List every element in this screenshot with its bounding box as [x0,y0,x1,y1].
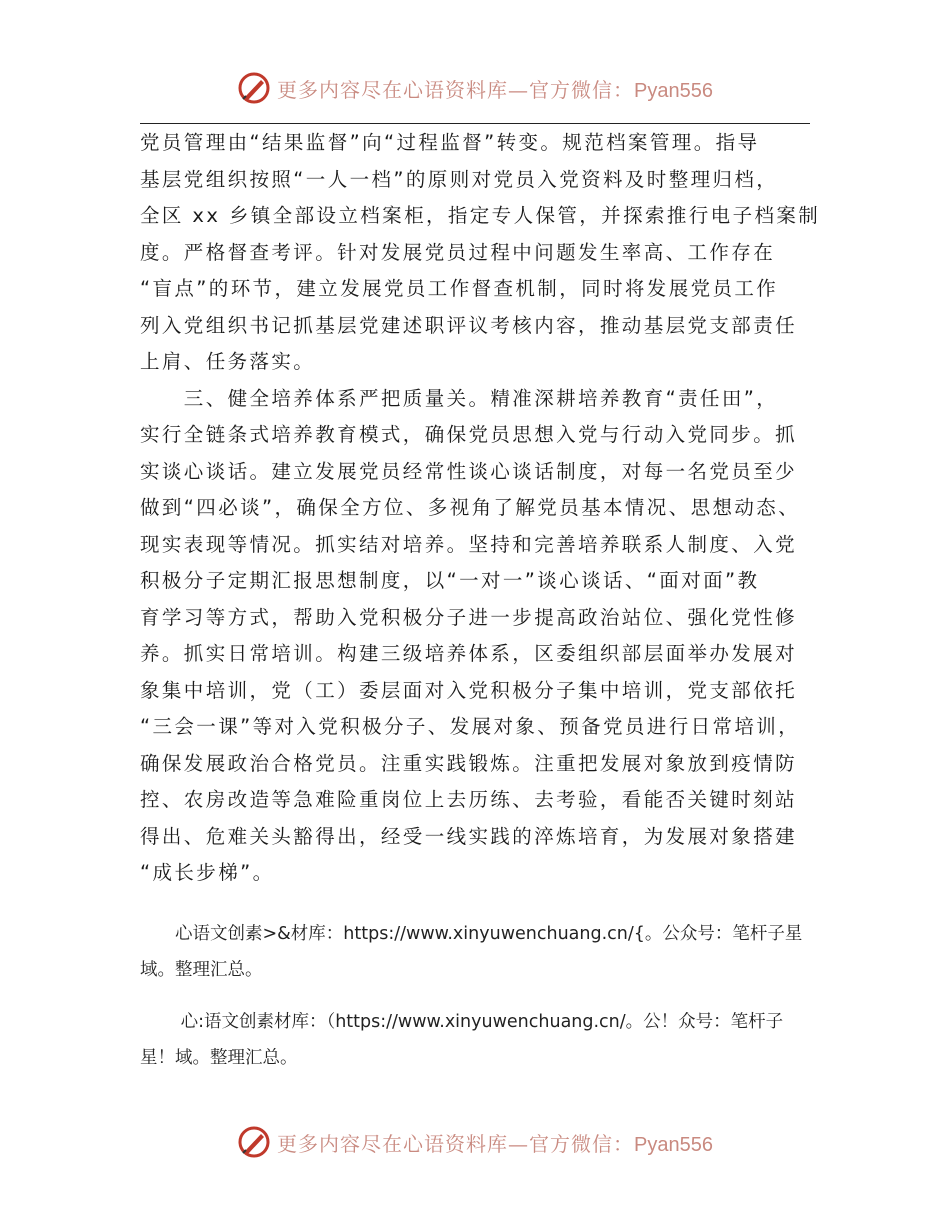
body-line: 基层党组织按照“一人一档”的原则对党员入党资料及时整理归档， [140,167,779,191]
watermark-text: 更多内容尽在心语资料库—官方微信：Pyan556 [277,1131,713,1156]
source-note-line: 星！域。整理汇总。 [140,1048,298,1068]
quill-logo-icon [237,71,271,105]
body-line: “三会一课”等对入党积极分子、发展对象、预备党员进行日常培训， [140,715,801,738]
body-line: 全区 xx 乡镇全部设立档案柜，指定专人保管，并探索推行电子档案制 [140,204,821,227]
body-line: 确保发展政治合格党员。注重实践锻炼。注重把发展对象放到疫情防 [140,751,798,775]
source-note-line: 心:语文创素材库：（https://www.xinyuwenchuang.cn/。公！众号：笔杆子 [140,1012,784,1032]
body-line: 育学习等方式，帮助入党积极分子进一步提高政治站位、强化党性修 [140,605,798,629]
source-note-2 [140,1004,812,1076]
body-line: “成长步梯”。 [140,861,275,884]
body-line: 党员管理由“结果监督”向“过程监督”转变。规范档案管理。指导 [140,131,760,154]
document-body [140,125,821,892]
body-line: 得出、危难关头豁得出，经受一线实践的淬炼培育，为发展对象搭建 [140,824,798,848]
body-line: 实行全链条式培养教育模式，确保党员思想入党与行动入党同步。抓 [140,423,798,446]
body-line: 象集中培训，党（工）委层面对入党积极分子集中培训，党支部依托 [140,678,798,702]
body-line: 列入党组织书记抓基层党建述职评议考核内容，推动基层党支部责任 [140,313,798,337]
header-divider [140,123,810,124]
source-note-1 [140,916,812,988]
body-line: 做到“四必谈”，确保全方位、多视角了解党员基本情况、思想动态、 [140,496,801,519]
footer-watermark [0,1122,950,1162]
body-line: 实谈心谈话。建立发展党员经常性谈心谈话制度，对每一名党员至少 [140,459,798,483]
source-note-line: 心语文创素>&材库：https://www.xinyuwenchuang.cn/{。公众号：笔杆子星 [140,924,803,944]
body-line: “盲点”的环节，建立发展党员工作督查机制，同时将发展党员工作 [140,277,779,300]
body-line: 控、农房改造等急难险重岗位上去历练、去考验，看能否关键时刻站 [140,788,798,811]
body-line: 现实表现等情况。抓实结对培养。坚持和完善培养联系人制度、入党 [140,532,798,556]
section-heading-line: 三、健全培养体系严把质量关。精准深耕培养教育“责任田”， [140,386,779,410]
body-line: 积极分子定期汇报思想制度，以“一对一”谈心谈话、“面对面”教 [140,569,760,592]
quill-logo-icon [237,1125,271,1159]
source-note-line: 域。整理汇总。 [140,960,263,980]
body-line: 上肩、任务落实。 [140,350,316,373]
body-line: 度。严格督查考评。针对发展党员过程中问题发生率高、工作存在 [140,240,776,264]
body-line: 养。抓实日常培训。构建三级培养体系，区委组织部层面举办发展对 [140,642,798,665]
header-watermark [0,68,950,108]
watermark-text: 更多内容尽在心语资料库—官方微信：Pyan556 [277,77,713,102]
